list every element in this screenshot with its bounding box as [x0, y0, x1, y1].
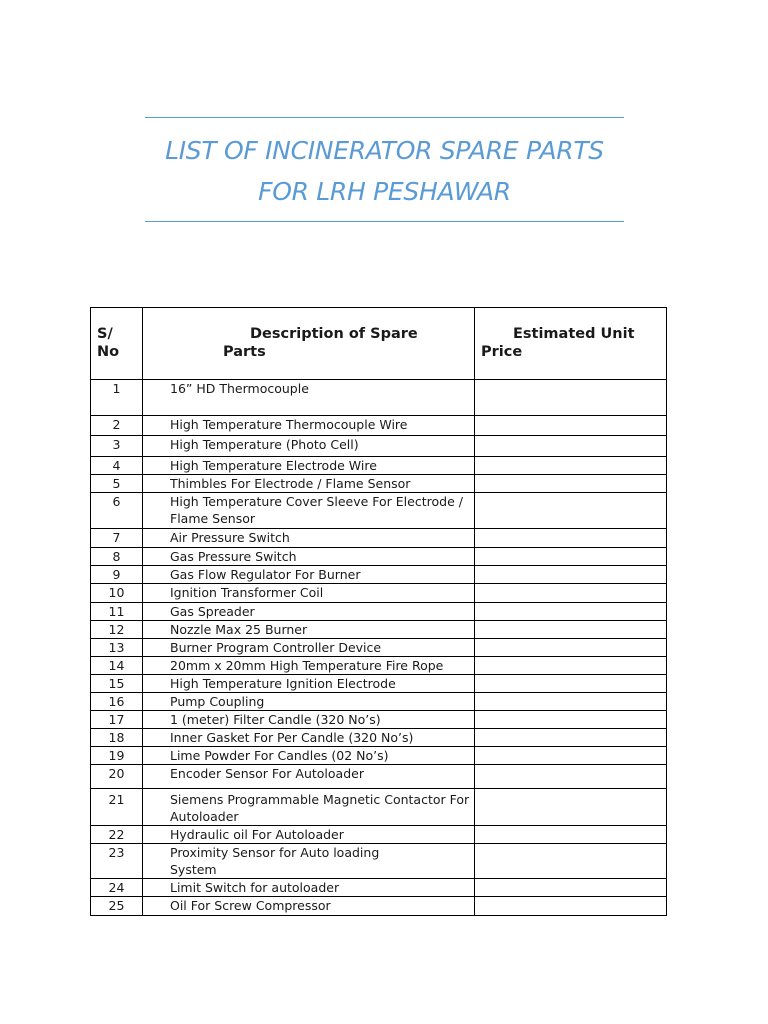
row-description-line: Limit Switch for autoloader — [170, 880, 340, 895]
table-row — [91, 621, 667, 639]
row-description — [143, 584, 475, 603]
row-estimated-price — [475, 826, 667, 844]
row-serial-number: 3 — [91, 436, 143, 457]
spare-parts-table — [90, 307, 667, 916]
row-estimated-price — [475, 675, 667, 693]
table-row — [91, 416, 667, 436]
row-estimated-price — [475, 548, 667, 566]
row-description — [143, 747, 475, 765]
table-header-row — [91, 308, 667, 380]
row-description-line: High Temperature Thermocouple Wire — [170, 417, 408, 432]
row-serial-number: 6 — [91, 493, 143, 529]
row-description — [143, 621, 475, 639]
row-description — [143, 675, 475, 693]
row-description — [143, 529, 475, 548]
row-description-line: Pump Coupling — [170, 694, 265, 709]
row-description-line: 16” HD Thermocouple — [170, 381, 309, 396]
row-description — [143, 657, 475, 675]
row-serial-number: 11 — [91, 603, 143, 621]
table-row — [91, 529, 667, 548]
row-serial-number: 16 — [91, 693, 143, 711]
row-description-line: High Temperature Ignition Electrode — [170, 676, 396, 691]
row-description — [143, 436, 475, 457]
row-estimated-price — [475, 621, 667, 639]
row-description — [143, 603, 475, 621]
row-description — [143, 711, 475, 729]
title-line-2: FOR LRH PESHAWAR — [258, 177, 511, 206]
table-row — [91, 693, 667, 711]
row-serial-number: 13 — [91, 639, 143, 657]
table-row — [91, 493, 667, 529]
row-serial-number: 15 — [91, 675, 143, 693]
row-description — [143, 765, 475, 789]
table-row — [91, 747, 667, 765]
row-description-line: Hydraulic oil For Autoloader — [170, 827, 344, 842]
row-description-line: System — [170, 862, 217, 877]
row-estimated-price — [475, 729, 667, 747]
row-description-line: Burner Program Controller Device — [170, 640, 382, 655]
row-estimated-price — [475, 436, 667, 457]
table-row — [91, 475, 667, 493]
row-serial-number: 19 — [91, 747, 143, 765]
row-description-line: High Temperature Electrode Wire — [170, 458, 377, 473]
row-estimated-price — [475, 457, 667, 475]
header-description: Description of Spare Parts — [143, 308, 475, 380]
row-serial-number: 22 — [91, 826, 143, 844]
row-description — [143, 639, 475, 657]
table-row — [91, 789, 667, 826]
row-description-line: Flame Sensor — [170, 511, 256, 526]
row-description-line: Proximity Sensor for Auto loading — [170, 845, 380, 860]
row-description — [143, 826, 475, 844]
row-description-line: Encoder Sensor For Autoloader — [170, 766, 364, 781]
table-row — [91, 584, 667, 603]
row-serial-number: 4 — [91, 457, 143, 475]
row-estimated-price — [475, 380, 667, 416]
row-estimated-price — [475, 475, 667, 493]
row-description — [143, 897, 475, 916]
row-serial-number: 7 — [91, 529, 143, 548]
row-description — [143, 789, 475, 826]
row-estimated-price — [475, 747, 667, 765]
row-description-line: Gas Pressure Switch — [170, 549, 297, 564]
table-row — [91, 897, 667, 916]
table-row — [91, 879, 667, 897]
row-estimated-price — [475, 493, 667, 529]
document-title — [145, 130, 624, 212]
row-estimated-price — [475, 897, 667, 916]
table-row — [91, 765, 667, 789]
row-description — [143, 844, 475, 879]
row-serial-number: 10 — [91, 584, 143, 603]
row-description — [143, 493, 475, 529]
row-description — [143, 475, 475, 493]
row-estimated-price — [475, 639, 667, 657]
row-serial-number: 25 — [91, 897, 143, 916]
header-serial-number: S/ No — [91, 308, 143, 380]
row-serial-number: 5 — [91, 475, 143, 493]
table-row — [91, 729, 667, 747]
table-row — [91, 603, 667, 621]
row-serial-number: 14 — [91, 657, 143, 675]
table-row — [91, 675, 667, 693]
row-description-line: Gas Flow Regulator For Burner — [170, 567, 361, 582]
row-serial-number: 21 — [91, 789, 143, 826]
row-description-line: Thimbles For Electrode / Flame Sensor — [170, 476, 411, 491]
row-estimated-price — [475, 789, 667, 826]
row-description-line: Ignition Transformer Coil — [170, 585, 324, 600]
row-description-line: High Temperature (Photo Cell) — [170, 437, 359, 452]
row-description-line: Lime Powder For Candles (02 No’s) — [170, 748, 389, 763]
row-serial-number: 23 — [91, 844, 143, 879]
row-estimated-price — [475, 416, 667, 436]
row-description — [143, 566, 475, 584]
row-description-line: Nozzle Max 25 Burner — [170, 622, 308, 637]
row-estimated-price — [475, 711, 667, 729]
row-description-line: Autoloader — [170, 809, 239, 824]
table-row — [91, 457, 667, 475]
row-serial-number: 2 — [91, 416, 143, 436]
row-description-line: 1 (meter) Filter Candle (320 No’s) — [170, 712, 381, 727]
row-serial-number: 1 — [91, 380, 143, 416]
table-row — [91, 380, 667, 416]
row-description-line: Oil For Screw Compressor — [170, 898, 331, 913]
row-description — [143, 879, 475, 897]
row-description — [143, 693, 475, 711]
row-estimated-price — [475, 879, 667, 897]
row-description-line: Gas Spreader — [170, 604, 255, 619]
row-serial-number: 20 — [91, 765, 143, 789]
row-description-line: High Temperature Cover Sleeve For Electrode / — [170, 494, 463, 509]
row-description — [143, 457, 475, 475]
row-serial-number: 24 — [91, 879, 143, 897]
row-estimated-price — [475, 657, 667, 675]
row-estimated-price — [475, 529, 667, 548]
row-description-line: Air Pressure Switch — [170, 530, 290, 545]
row-estimated-price — [475, 693, 667, 711]
table-row — [91, 844, 667, 879]
header-estimated-unit-price: Estimated Unit Price — [475, 308, 667, 380]
table-row — [91, 639, 667, 657]
title-bottom-rule — [145, 221, 624, 222]
row-description — [143, 416, 475, 436]
row-estimated-price — [475, 603, 667, 621]
row-description — [143, 729, 475, 747]
table-row — [91, 436, 667, 457]
row-description — [143, 548, 475, 566]
title-top-rule — [145, 117, 624, 118]
title-line-1: LIST OF INCINERATOR SPARE PARTS — [165, 136, 604, 165]
row-serial-number: 12 — [91, 621, 143, 639]
table-row — [91, 548, 667, 566]
row-description — [143, 380, 475, 416]
row-estimated-price — [475, 584, 667, 603]
table-row — [91, 657, 667, 675]
row-estimated-price — [475, 765, 667, 789]
row-estimated-price — [475, 566, 667, 584]
table-row — [91, 826, 667, 844]
row-serial-number: 9 — [91, 566, 143, 584]
table-row — [91, 566, 667, 584]
row-serial-number: 18 — [91, 729, 143, 747]
row-description-line: Siemens Programmable Magnetic Contactor For — [170, 792, 470, 807]
row-serial-number: 17 — [91, 711, 143, 729]
row-description-line: 20mm x 20mm High Temperature Fire Rope — [170, 658, 444, 673]
row-serial-number: 8 — [91, 548, 143, 566]
row-estimated-price — [475, 844, 667, 879]
table-row — [91, 711, 667, 729]
row-description-line: Inner Gasket For Per Candle (320 No’s) — [170, 730, 414, 745]
